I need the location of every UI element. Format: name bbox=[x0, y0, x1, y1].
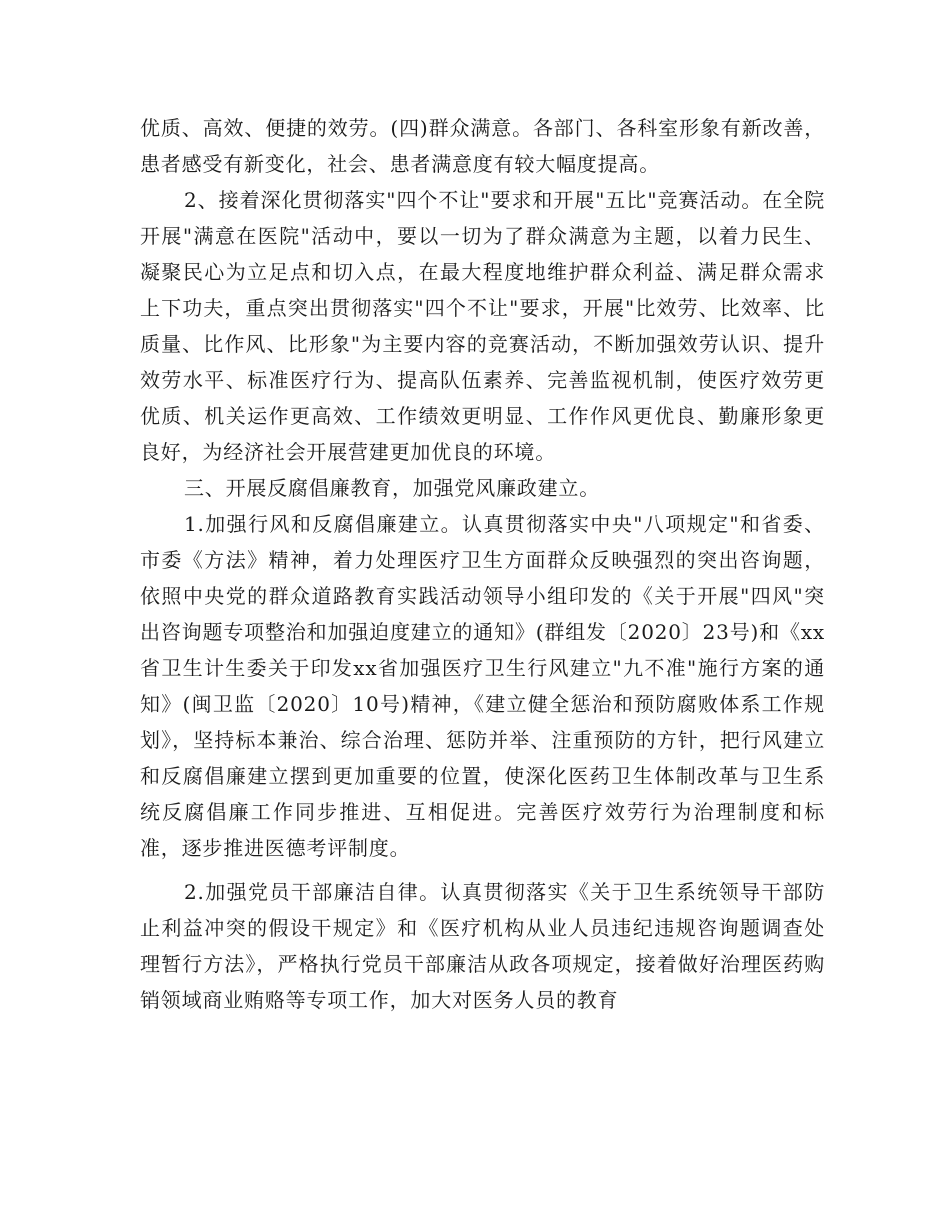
section-heading-3: 三、开展反腐倡廉教育，加强党风廉政建立。 bbox=[184, 476, 600, 500]
paragraph-item-1-anticorruption: 1.加强行风和反腐倡廉建立。认真贯彻落实中央"八项规定"和省委、市委《方法》精神，着力处理医疗卫生方面群众反映强烈的突出咨询题，依照中央党的群众道路教育实践活动领导小组印发的《关于开展"四风"突出咨询题专项整治和加强迫度建立的通知》(群组发〔2020〕23号)和《xx省卫生计生委关于印发xx省加强医疗卫生行风建立"九不准"施行方案的通知》(闽卫监〔2020〕10号)精神，《建立健全惩治和预防腐败体系工作规划》，坚持标本兼治、综合治理、惩防并举、注重预防的方针，把行风建立和反腐倡廉建立摆到更加重要的位置，使深化医药卫生体制改革与卫生系统反腐倡廉工作同步推进、互相促进。完善医疗效劳行为治理制度和标准，逐步推进医德考评制度。 bbox=[140, 512, 825, 860]
document-body bbox=[140, 110, 825, 1018]
paragraph-item-2: 2、接着深化贯彻落实"四个不让"要求和开展"五比"竞赛活动。在全院开展"满意在医院"活动中，要以一切为了群众满意为主题，以着力民生、凝聚民心为立足点和切入点，在最大程度地维护群众利益、满足群众需求上下功夫，重点突出贯彻落实"四个不让"要求，开展"比效劳、比效率、比质量、比作风、比形象"为主要内容的竞赛活动，不断加强效劳认识、提升效劳水平、标准医疗行为、提高队伍素养、完善监视机制，使医疗效劳更优质、机关运作更高效、工作绩效更明显、工作作风更优良、勤廉形象更良好，为经济社会开展营建更加优良的环境。 bbox=[140, 188, 825, 464]
paragraph-continuation: 优质、高效、便捷的效劳。(四)群众满意。各部门、各科室形象有新改善，患者感受有新变化，社会、患者满意度有较大幅度提高。 bbox=[140, 116, 825, 176]
paragraph-item-2-self-discipline: 2.加强党员干部廉洁自律。认真贯彻落实《关于卫生系统领导干部防止利益冲突的假设干规定》和《医疗机构从业人员违纪违规咨询题调查处理暂行方法》，严格执行党员干部廉洁从政各项规定，接着做好治理医药购销领域商业贿赂等专项工作，加大对医务人员的教育 bbox=[140, 880, 825, 1012]
